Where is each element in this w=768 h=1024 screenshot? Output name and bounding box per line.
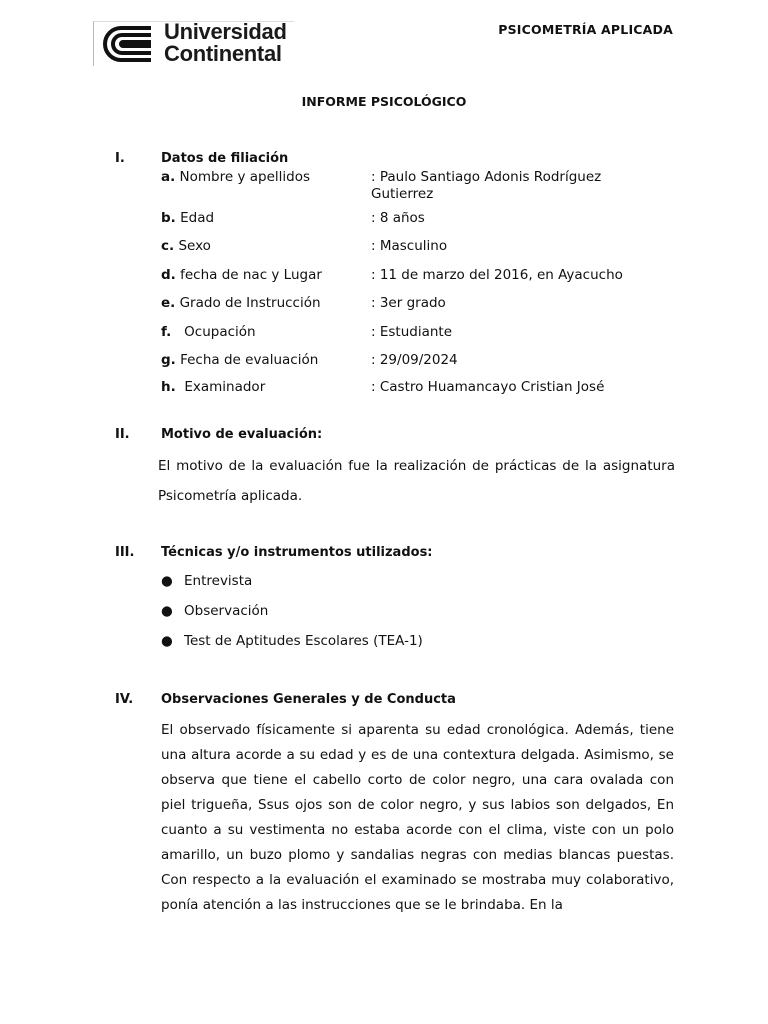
section-2-text: El motivo de la evaluación fue la realización de prácticas de la asignatura Psicometría aplicada. xyxy=(158,458,675,504)
list-item: ● Test de Aptitudes Escolares (TEA-1) xyxy=(161,633,423,649)
logo-line-1: Universidad xyxy=(164,19,287,44)
university-logo-icon xyxy=(99,24,159,64)
field-b-value: : 8 años xyxy=(371,210,425,226)
bullet-icon: ● xyxy=(161,633,173,649)
section-2-title: Motivo de evaluación: xyxy=(161,427,323,442)
section-4-text: El observado físicamente si aparenta su edad cronológica. Además, tiene una altura acorde a su edad y es de una contextura delgada. Asimismo, se observa que tiene el cabello corto de color negro, una cara ovalada con piel trigueña, Ssus ojos son de color negro, y sus labios son delgados, En cuanto a su vestimenta no estaba acorde con el clima, viste con un polo amarillo, un buzo plomo y sandalias negras con medias blancas puestas. Con respecto a la evaluación el examinado se mostraba muy colaborativo, ponía atención a las instrucciones que se le brindaba. En la xyxy=(161,722,674,913)
section-3-title: Técnicas y/o instrumentos utilizados: xyxy=(161,545,433,560)
field-f-label: f. Ocupación xyxy=(161,324,256,340)
document-title: INFORME PSICOLÓGICO xyxy=(301,94,467,109)
field-a-label: a. Nombre y apellidos xyxy=(161,169,311,185)
field-h-label: h. Examinador xyxy=(161,379,266,395)
logo-line-2: Continental xyxy=(164,41,282,66)
field-b-label: b. Edad xyxy=(161,210,215,226)
list-item: ● Observación xyxy=(161,603,269,619)
field-h-value: : Castro Huamancayo Cristian José xyxy=(371,379,605,395)
bullet-icon: ● xyxy=(161,603,173,619)
field-d-label: d. fecha de nac y Lugar xyxy=(161,267,322,283)
section-4-number: IV. xyxy=(115,692,134,707)
list-item: ● Entrevista xyxy=(161,573,253,589)
field-g-value: : 29/09/2024 xyxy=(371,352,458,368)
field-e-label: e. Grado de Instrucción xyxy=(161,295,321,311)
course-header: PSICOMETRÍA APLICADA xyxy=(498,22,673,37)
field-c-value: : Masculino xyxy=(371,238,448,254)
field-c-label: c. Sexo xyxy=(161,238,211,254)
field-e-value: : 3er grado xyxy=(371,295,446,311)
section-1-title: Datos de filiación xyxy=(161,151,289,166)
field-f-value: : Estudiante xyxy=(371,324,452,340)
field-a-value: : Paulo Santiago Adonis Rodríguez Gutierrez xyxy=(371,169,602,202)
section-4-title: Observaciones Generales y de Conducta xyxy=(161,692,456,707)
section-1-number: I. xyxy=(115,151,125,166)
field-g-label: g. Fecha de evaluación xyxy=(161,352,319,368)
logo-wordmark xyxy=(164,21,287,65)
section-2-number: II. xyxy=(115,427,130,442)
bullet-icon: ● xyxy=(161,573,173,589)
section-3-number: III. xyxy=(115,545,135,560)
field-d-value: : 11 de marzo del 2016, en Ayacucho xyxy=(371,267,623,283)
